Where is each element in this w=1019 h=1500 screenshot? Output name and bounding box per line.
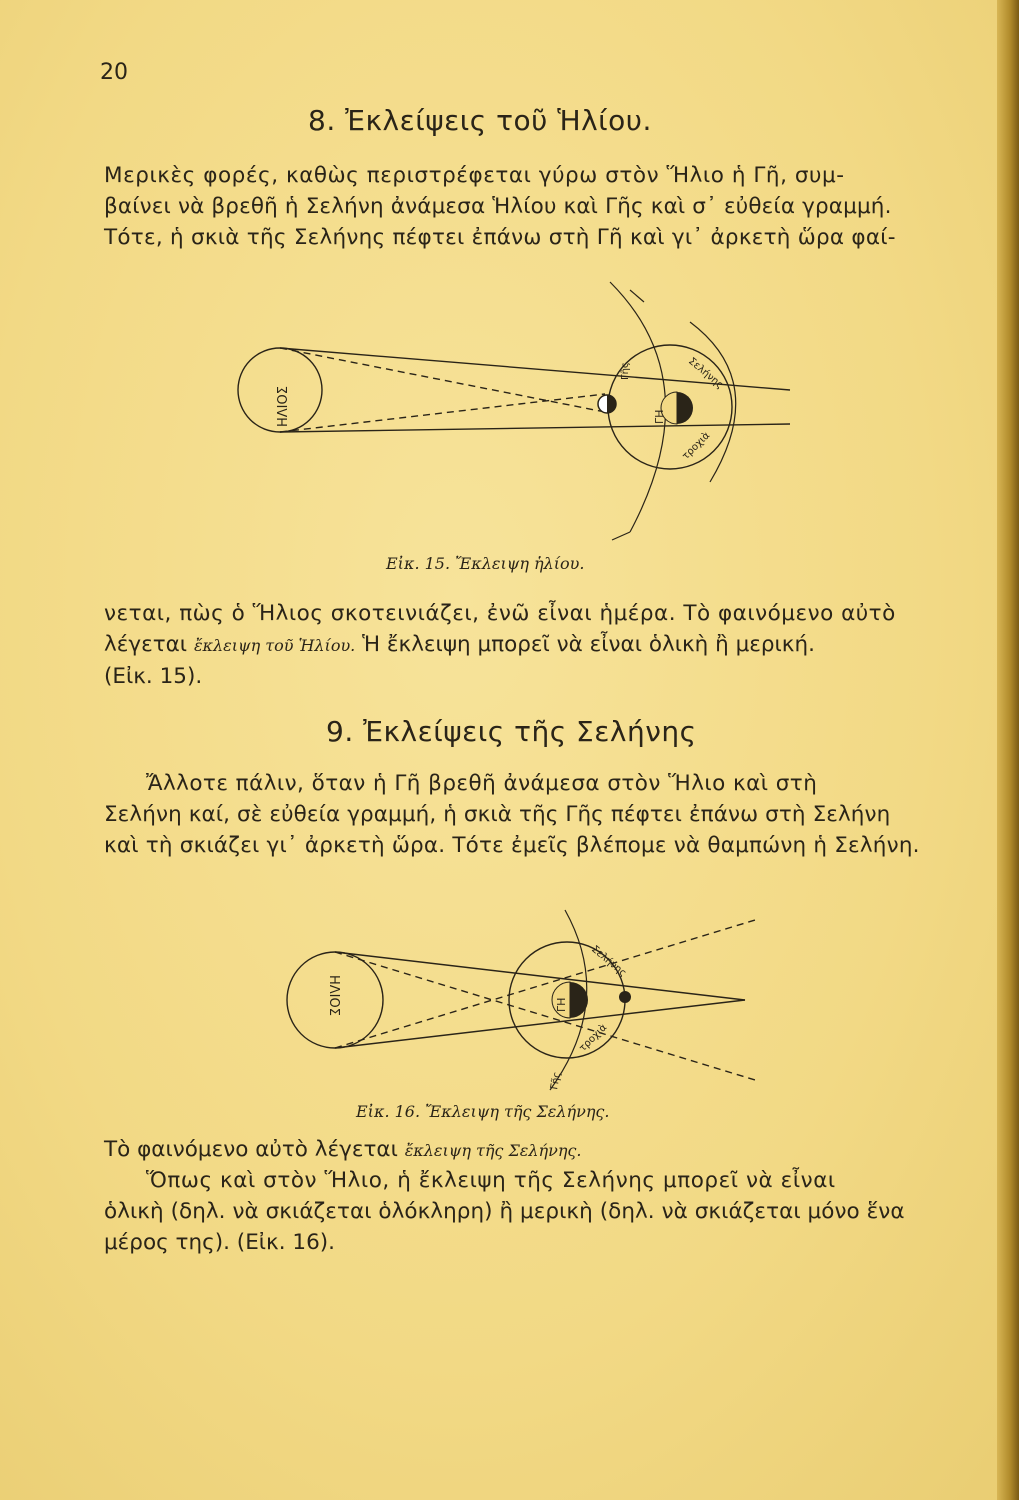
sun-label: ΗΛΙΟΣ — [276, 386, 291, 427]
text-line: νεται, πὼς ὁ Ἥλιος σκοτεινιάζει, ἐνῶ εἶναι ἡμέρα. Τὸ φαινόμενο αὐτὸ — [104, 601, 896, 626]
text-fragment: λέγεται — [104, 632, 188, 657]
text-line: ὁλικὴ (δηλ. νὰ σκιάζεται ὁλόκληρη) ἢ μερικὴ (δηλ. νὰ σκιάζεται μόνο ἕνα — [104, 1199, 905, 1224]
section-8-paragraph-1 — [104, 160, 934, 253]
section-9-paragraph-1 — [104, 768, 934, 861]
text-fragment: Τὸ φαινόμενο αὐτὸ λέγεται — [104, 1137, 398, 1162]
figure-15-caption: Εἰκ. 15. Ἔκλειψη ἡλίου. — [386, 554, 585, 573]
orbit-label: τροχιὰ — [680, 430, 713, 463]
text-line: Μερικὲς φορές, καθὼς περιστρέφεται γύρω στὸν Ἥλιο ἡ Γῆ, συμ- — [104, 163, 845, 188]
text-line: Τότε, ἡ σκιὰ τῆς Σελήνης πέφτει ἐπάνω στὴ Γῆ καὶ γι᾽ ἀρκετὴ ὥρα φαί- — [104, 225, 896, 250]
text-line — [104, 1134, 934, 1166]
text-line: καὶ τὴ σκιάζει γι᾽ ἀρκετὴ ὥρα. Τότε ἐμεῖς βλέπομε νὰ θαμπώνη ἡ Σελήνη. — [104, 833, 920, 858]
text-line: Σελήνη καί, σὲ εὐθεία γραμμή, ἡ σκιὰ τῆς Γῆς πέφτει ἐπάνω στὴ Σελήνη — [104, 802, 891, 827]
term-italic: ἔκλειψη τοῦ Ἡλίου. — [193, 636, 356, 655]
earth-orbit-label: Γῆς — [620, 362, 631, 380]
moon-circle — [619, 991, 631, 1003]
earth-label: ΓΗ — [653, 409, 666, 424]
page-edge — [997, 0, 1019, 1500]
section-9-paragraph-3 — [104, 1165, 934, 1258]
section-8-title: 8. Ἐκλείψεις τοῦ Ἡλίου. — [308, 104, 652, 137]
text-line: μέρος της). (Εἰκ. 16). — [104, 1230, 335, 1255]
text-line: βαίνει νὰ βρεθῆ ἡ Σελήνη ἀνάμεσα Ἡλίου καὶ Γῆς καὶ σ᾽ εὐθεία γραμμή. — [104, 194, 892, 219]
solar-eclipse-diagram — [230, 262, 810, 552]
earth-label: ΓΗ — [555, 997, 568, 1012]
text-fragment: Ἡ ἔκλειψη μπορεῖ νὰ εἶναι ὁλικὴ ἢ μερική. — [362, 632, 815, 657]
section-9-paragraph-2 — [104, 1134, 934, 1166]
page-number: 20 — [100, 60, 128, 85]
term-italic: ἔκλειψη τῆς Σελήνης. — [404, 1141, 582, 1160]
text-line: Ἄλλοτε πάλιν, ὅταν ἡ Γῆ βρεθῆ ἀνάμεσα στὸν Ἥλιο καὶ στὴ — [146, 771, 818, 796]
moon-orbit-label: Σελήνης — [589, 943, 629, 980]
figure-16-caption: Εἰκ. 16. Ἔκλειψη τῆς Σελήνης. — [356, 1102, 610, 1121]
section-8-paragraph-2 — [104, 598, 934, 692]
moon-orbit-label: Σελήνης — [686, 355, 726, 392]
text-line — [104, 629, 934, 661]
lunar-eclipse-diagram — [275, 880, 775, 1100]
orbit-label: τροχιὰ — [577, 1022, 610, 1055]
section-9-title: 9. Ἐκλείψεις τῆς Σελήνης — [326, 715, 697, 748]
text-line: Ὅπως καὶ στὸν Ἥλιο, ἡ ἔκλειψη τῆς Σελήνης μπορεῖ νὰ εἶναι — [146, 1168, 836, 1193]
sun-label: ΗΛΙΟΣ — [326, 975, 341, 1016]
text-line: (Εἰκ. 15). — [104, 664, 203, 689]
earth-orbit-label: Γῆς — [549, 1071, 564, 1091]
